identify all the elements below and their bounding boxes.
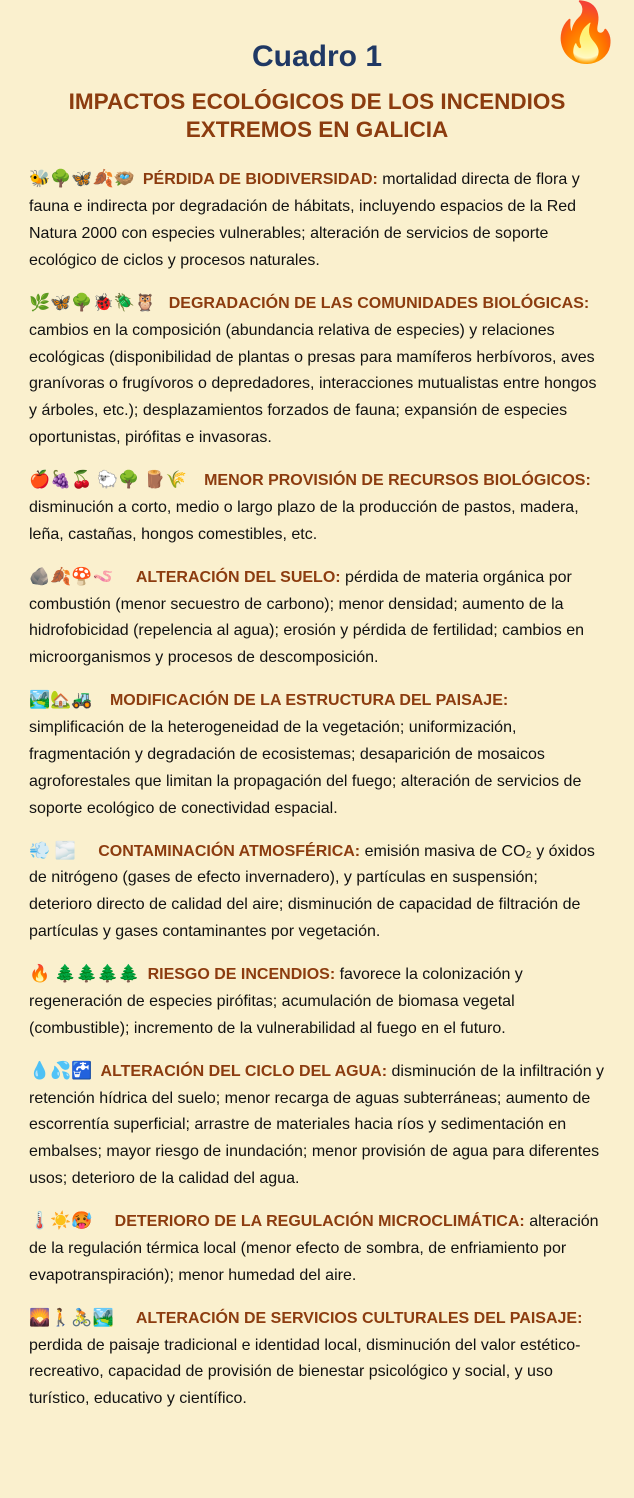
- section-body: disminución de la infiltración y retención hídrica del suelo; menor recarga de aguas subterráneas; aumento de escorrentía superficial; arrastre de materiales hacia ríos y sedimentación en embalses; mayor riesgo de inundación; menor provisión de agua para diferentes usos; deterioro de la calidad del agua.: [29, 1062, 605, 1188]
- section-heading: CONTAMINACIÓN ATMOSFÉRICA:: [98, 842, 361, 860]
- section-servicios-culturales: [29, 1304, 605, 1414]
- section-body: simplificación de la heterogeneidad de la vegetación; uniformización, fragmentación y degradación de ecosistemas; desaparición de mosaicos agroforestales que limitan la propagación del fuego; alteración de servicios de soporte ecológico de conectividad espacial.: [29, 719, 582, 817]
- section-heading: MENOR PROVISIÓN DE RECURSOS BIOLÓGICOS:: [204, 472, 591, 490]
- section-alteracion-suelo: [29, 563, 605, 673]
- section-icons: 🍎🍇🍒 🐑🌳 🪵🌾: [29, 470, 197, 490]
- section-icons: 🏞️🏡🚜: [29, 690, 102, 710]
- section-menor-provision-recursos: [29, 466, 605, 549]
- section-icons: 🐝🌳🦋🍂🪺: [29, 169, 135, 189]
- section-icons: 🌿🦋🌳🐞🪲🦉: [29, 292, 161, 312]
- section-icons: 🪨🍂🍄🪱: [29, 566, 128, 586]
- section-contaminacion-atmosferica: [29, 837, 605, 947]
- section-body: favorece la colonización y regeneración de especies pirófitas; acumulación de biomasa vegetal (combustible); incremento de la vulnerabilidad al fuego en el futuro.: [29, 966, 523, 1037]
- section-icons: 💨 🌫️: [29, 840, 91, 860]
- section-icons: 🔥 🌲🌲🌲🌲: [29, 964, 140, 984]
- section-perdida-biodiversidad: [29, 165, 605, 275]
- section-body: perdida de paisaje tradicional e identidad local, disminución del valor estético-recreativo, capacidad de provisión de bienestar psicológico y social, y uso turístico, educativo y científico.: [29, 1336, 581, 1408]
- section-alteracion-ciclo-agua: [29, 1057, 605, 1193]
- subtitle-line2: EXTREMOS EN GALICIA: [185, 116, 449, 142]
- page-subtitle: [47, 88, 587, 143]
- subtitle-line1: IMPACTOS ECOLÓGICOS DE LOS INCENDIOS: [68, 89, 566, 114]
- section-body: pérdida de materia orgánica por combustión (menor secuestro de carbono); menor densidad; aumento de la hidrofobicidad (repelencia al agua); erosión y pérdida de fertilidad; cambios en microorganismos y procesos de descomposición.: [29, 568, 584, 667]
- section-deterioro-microclimatica: [29, 1207, 605, 1290]
- section-modificacion-paisaje: [29, 686, 605, 822]
- section-body: mortalidad directa de flora y fauna e indirecta por degradación de hábitats, incluyendo espacios de la Red Natura 2000 con especies vulnerables; alteración de servicios de soporte ecológico de ciclos y procesos naturales.: [29, 171, 580, 269]
- section-heading: ALTERACIÓN DEL CICLO DEL AGUA:: [100, 1062, 388, 1080]
- section-degradacion-comunidades: [29, 289, 605, 452]
- section-icons: 🌄🚶🚴🏞️: [29, 1307, 128, 1327]
- section-body: emisión masiva de CO₂ y óxidos de nitrógeno (gases de efecto invernadero), y partículas en suspensión; deterioro directo de calidad del aire; disminución de capacidad de filtración de partículas y gases contaminantes por vegetación.: [29, 842, 595, 941]
- section-heading: MODIFICACIÓN DE LA ESTRUCTURA DEL PAISAJE:: [109, 692, 509, 710]
- section-riesgo-incendios: [29, 960, 605, 1043]
- page-title: Cuadro 1: [251, 40, 383, 73]
- section-heading: PÉRDIDA DE BIODIVERSIDAD:: [142, 171, 378, 189]
- section-icons: 🌡️☀️🥵: [29, 1211, 107, 1231]
- section-body: disminución a corto, medio o largo plazo de la producción de pastos, madera, leña, castañas, hongos comestibles, etc.: [29, 498, 579, 543]
- section-body: alteración de la regulación térmica local (menor efecto de sombra, de enfriamiento por evapotranspiración); menor humedad del aire.: [29, 1213, 599, 1284]
- section-heading: DEGRADACIÓN DE LAS COMUNIDADES BIOLÓGICAS:: [168, 294, 590, 312]
- section-body: cambios en la composición (abundancia relativa de especies) y relaciones ecológicas (disponibilidad de plantas o presas para mamíferos herbívoros, aves granívoras o frugívoros o depredadores, interacciones mutualistas entre hongos y árboles, etc.); desplazamientos forzados de fauna; expansión de especies oportunistas, pirófitas e invasoras.: [29, 321, 597, 447]
- fire-icon: 🔥: [549, 0, 622, 65]
- section-icons: 💧💦🚰: [29, 1060, 93, 1080]
- section-heading: ALTERACIÓN DEL SUELO:: [135, 568, 341, 586]
- section-heading: DETERIORO DE LA REGULACIÓN MICROCLIMÁTICA:: [114, 1213, 525, 1231]
- section-heading: RIESGO DE INCENDIOS:: [147, 966, 336, 984]
- section-heading: ALTERACIÓN DE SERVICIOS CULTURALES DEL PAISAJE:: [135, 1309, 583, 1327]
